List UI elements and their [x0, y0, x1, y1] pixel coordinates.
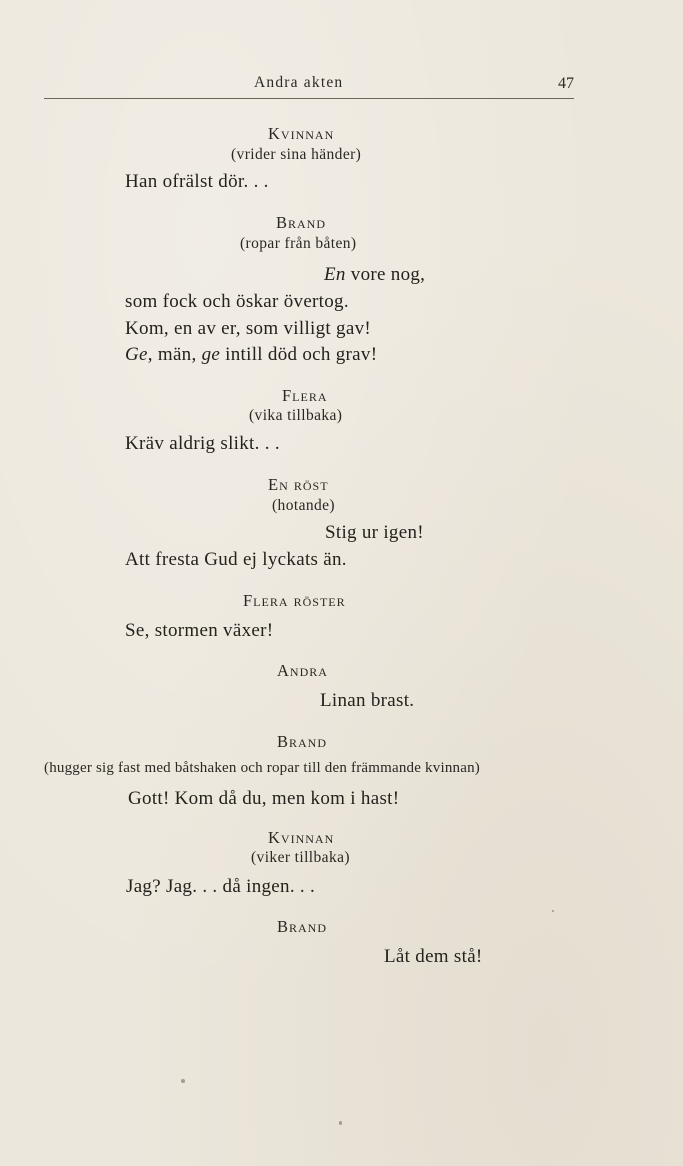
stage-direction: (vrider sina händer)	[231, 146, 362, 163]
page-number: 47	[558, 75, 574, 92]
verse-text: vore nog,	[345, 264, 426, 285]
header-rule	[44, 98, 574, 99]
verse-text: intill död och grav!	[220, 344, 378, 365]
verse-line: som fock och öskar övertog.	[125, 291, 349, 312]
verse-line: Linan brast.	[320, 690, 415, 711]
verse-line: Kom, en av er, som villigt gav!	[125, 318, 371, 339]
verse-line: Jag? Jag. . . då ingen. . .	[126, 876, 316, 897]
paper-speck	[181, 1079, 185, 1083]
speaker-name: Flera	[282, 386, 328, 405]
verse-emphasis: En	[324, 264, 346, 285]
verse-line: Han ofrälst dör. . .	[125, 171, 269, 192]
verse-emphasis: ge	[201, 344, 221, 365]
stage-direction: (hotande)	[272, 497, 335, 514]
verse-text: , män,	[147, 344, 202, 365]
verse-line: Att fresta Gud ej lyckats än.	[125, 549, 347, 570]
speaker-name: Brand	[276, 213, 327, 232]
speaker-name: Kvinnan	[268, 828, 335, 847]
stage-direction: (viker tillbaka)	[251, 849, 350, 866]
speaker-name: Andra	[277, 661, 328, 680]
stage-direction: (vika tillbaka)	[249, 407, 343, 424]
speaker-name: Brand	[277, 917, 328, 936]
stage-direction: (hugger sig fast med båtshaken och ropar till den främmande kvinnan)	[44, 760, 480, 776]
stage-direction: (ropar från båten)	[240, 235, 357, 252]
verse-line	[125, 344, 377, 366]
verse-emphasis: Ge	[125, 344, 148, 365]
verse-line	[324, 264, 425, 286]
verse-line: Gott! Kom då du, men kom i hast!	[128, 788, 400, 809]
speaker-name: En röst	[268, 475, 329, 494]
verse-line: Stig ur igen!	[325, 522, 424, 543]
verse-line: Låt dem stå!	[384, 946, 483, 967]
speaker-name: Flera röster	[243, 591, 346, 610]
paper-speck	[339, 1121, 342, 1125]
page-header	[44, 74, 576, 98]
verse-line: Kräv aldrig slikt. . .	[125, 433, 280, 454]
paper-speck	[552, 910, 554, 912]
speaker-name: Kvinnan	[268, 124, 335, 143]
speaker-name: Brand	[277, 732, 328, 751]
verse-line: Se, stormen växer!	[125, 620, 274, 641]
running-head: Andra akten	[254, 74, 344, 91]
